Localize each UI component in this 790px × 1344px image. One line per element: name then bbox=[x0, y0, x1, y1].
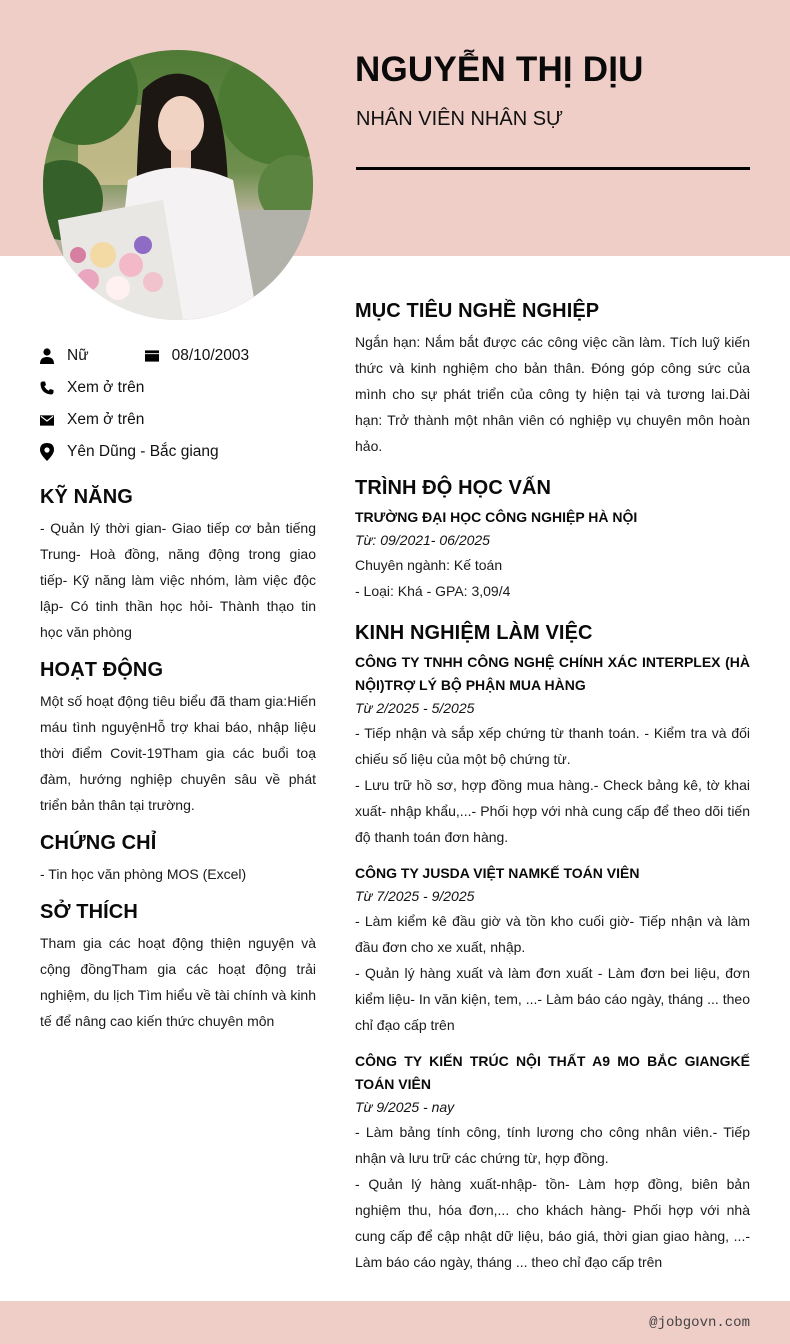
skills-title: KỸ NĂNG bbox=[40, 486, 133, 508]
education-major: Chuyên ngành: Kế toán bbox=[355, 557, 503, 573]
address-value: Yên Dũng - Bắc giang bbox=[67, 443, 219, 460]
mail-icon bbox=[40, 412, 54, 428]
job-duty: - Làm kiểm kê đầu giờ và tồn kho cuối giờ- Tiếp nhận và làm đầu đơn cho xe xuất, nhập. bbox=[355, 913, 750, 955]
skills-section bbox=[40, 486, 316, 645]
job-title: NHÂN VIÊN NHÂN SỰ bbox=[356, 108, 564, 130]
avatar-photo bbox=[43, 50, 313, 320]
objective-section bbox=[355, 300, 750, 459]
job-duty: - Quản lý hàng xuất và làm đơn xuất - Làm đơn bei liệu, đơn kiểm liệu- In văn kiện, tem, ...- Làm báo cáo ngày, tháng ... theo chỉ đạo cấp trên bbox=[355, 965, 750, 1033]
job-entry bbox=[355, 651, 750, 850]
job-period: Từ 9/2025 - nay bbox=[355, 1099, 455, 1115]
job-company: CÔNG TY TNHH CÔNG NGHỆ CHÍNH XÁC INTERPLEX (HÀ NỘI)TRỢ LÝ BỘ PHẬN MUA HÀNG bbox=[355, 654, 750, 693]
title-divider bbox=[356, 167, 750, 170]
certificates-title: CHỨNG CHỈ bbox=[40, 832, 157, 854]
contact-row-address bbox=[40, 436, 316, 468]
gender-field bbox=[40, 347, 89, 365]
left-column bbox=[40, 340, 316, 1034]
gender-value: Nữ bbox=[67, 347, 89, 364]
education-section bbox=[355, 477, 750, 604]
person-icon bbox=[40, 348, 54, 364]
footer-band bbox=[0, 1301, 790, 1344]
certificates-section bbox=[40, 832, 316, 887]
footer-watermark: @jobgovn.com bbox=[649, 1315, 750, 1331]
hobbies-section bbox=[40, 901, 316, 1034]
job-duty: - Tiếp nhận và sắp xếp chứng từ thanh toán. - Kiểm tra và đối chiếu số liệu của một bộ chứng từ. bbox=[355, 725, 750, 767]
experience-section bbox=[355, 622, 750, 1275]
hobbies-title: SỞ THÍCH bbox=[40, 901, 138, 923]
job-entry bbox=[355, 862, 750, 1038]
activities-text: Một số hoạt động tiêu biểu đã tham gia:Hiến máu tình nguyệnHỗ trợ khai báo, nhập liệu thời điểm Covit-19Tham gia các buổi toạ đàm, hướng nghiệp chuyên sâu về phát triển bản thân tại trường. bbox=[40, 693, 316, 813]
job-company: CÔNG TY KIẾN TRÚC NỘI THẤT A9 MO BẮC GIANGKẾ TOÁN VIÊN bbox=[355, 1053, 750, 1092]
contact-row-phone bbox=[40, 372, 316, 404]
contact-info bbox=[40, 340, 316, 468]
hobbies-text: Tham gia các hoạt động thiện nguyện và cộng đồngTham gia các hoạt động trải nghiệm, du lịch Tìm hiểu về tài chính và kinh tế để nâng cao kiến thức chuyên môn bbox=[40, 935, 317, 1029]
education-title: TRÌNH ĐỘ HỌC VẤN bbox=[355, 477, 552, 499]
education-grade: - Loại: Khá - GPA: 3,09/4 bbox=[355, 583, 511, 599]
job-company: CÔNG TY JUSDA VIỆT NAMKẾ TOÁN VIÊN bbox=[355, 865, 640, 881]
calendar-icon bbox=[145, 348, 159, 364]
dob-value: 08/10/2003 bbox=[171, 347, 250, 364]
job-period: Từ 7/2025 - 9/2025 bbox=[355, 888, 475, 904]
job-period: Từ 2/2025 - 5/2025 bbox=[355, 700, 475, 716]
right-column bbox=[355, 300, 750, 1293]
phone-value: Xem ở trên bbox=[67, 379, 145, 396]
activities-section bbox=[40, 659, 316, 818]
activities-title: HOẠT ĐỘNG bbox=[40, 659, 164, 681]
experience-title: KINH NGHIỆM LÀM VIỆC bbox=[355, 622, 593, 644]
dob-field bbox=[145, 347, 250, 365]
skills-text: - Quản lý thời gian- Giao tiếp cơ bản tiếng Trung- Hoà đồng, năng động trong giao tiếp- Kỹ năng làm việc nhóm, làm việc độc lập- Có tinh thần học hỏi- Thành thạo tin học văn phòng bbox=[40, 520, 316, 640]
contact-row-gender-dob bbox=[40, 340, 316, 372]
school-name: TRƯỜNG ĐẠI HỌC CÔNG NGHIỆP HÀ NỘI bbox=[355, 509, 638, 525]
phone-icon bbox=[40, 380, 54, 396]
email-value: Xem ở trên bbox=[67, 411, 145, 428]
job-duty: - Quản lý hàng xuất-nhập- tồn- Làm hợp đồng, biên bản nghiệm thu, hóa đơn,... cho khách hàng- Phối hợp với nhà cung cấp để cập nhật dữ liệu, báo giá, thời gian giao hàng, ...- Làm báo cáo ngày, tháng ... theo chỉ đạo cấp trên bbox=[355, 1176, 750, 1270]
job-duty: - Lưu trữ hồ sơ, hợp đồng mua hàng.- Check bảng kê, tờ khai xuất- nhập khẩu,...- Phối hợp với nhà cung cấp để theo dõi tiến độ thanh toán đơn hàng. bbox=[355, 777, 750, 845]
objective-text: Ngắn hạn: Nắm bắt được các công việc cần làm. Tích luỹ kiến thức và kinh nghiệm cho bản thân. Đóng góp công sức của mình cho sự phát triển của công ty hiện tại và tương lai.Dài hạn: Trở thành một nhân viên có nghiệp vụ chuyên môn hoàn hảo. bbox=[355, 334, 750, 454]
certificates-text: - Tin học văn phòng MOS (Excel) bbox=[40, 866, 247, 882]
education-period: Từ: 09/2021- 06/2025 bbox=[355, 532, 490, 548]
job-entry bbox=[355, 1050, 750, 1275]
contact-row-email bbox=[40, 404, 316, 436]
location-pin-icon bbox=[40, 444, 54, 460]
candidate-name: NGUYỄN THỊ DỊU bbox=[355, 50, 644, 89]
objective-title: MỤC TIÊU NGHỀ NGHIỆP bbox=[355, 300, 600, 322]
job-duty: - Làm bảng tính công, tính lương cho công nhân viên.- Tiếp nhận và lưu trữ các chứng từ, hợp đồng. bbox=[355, 1124, 750, 1166]
avatar bbox=[43, 50, 313, 320]
